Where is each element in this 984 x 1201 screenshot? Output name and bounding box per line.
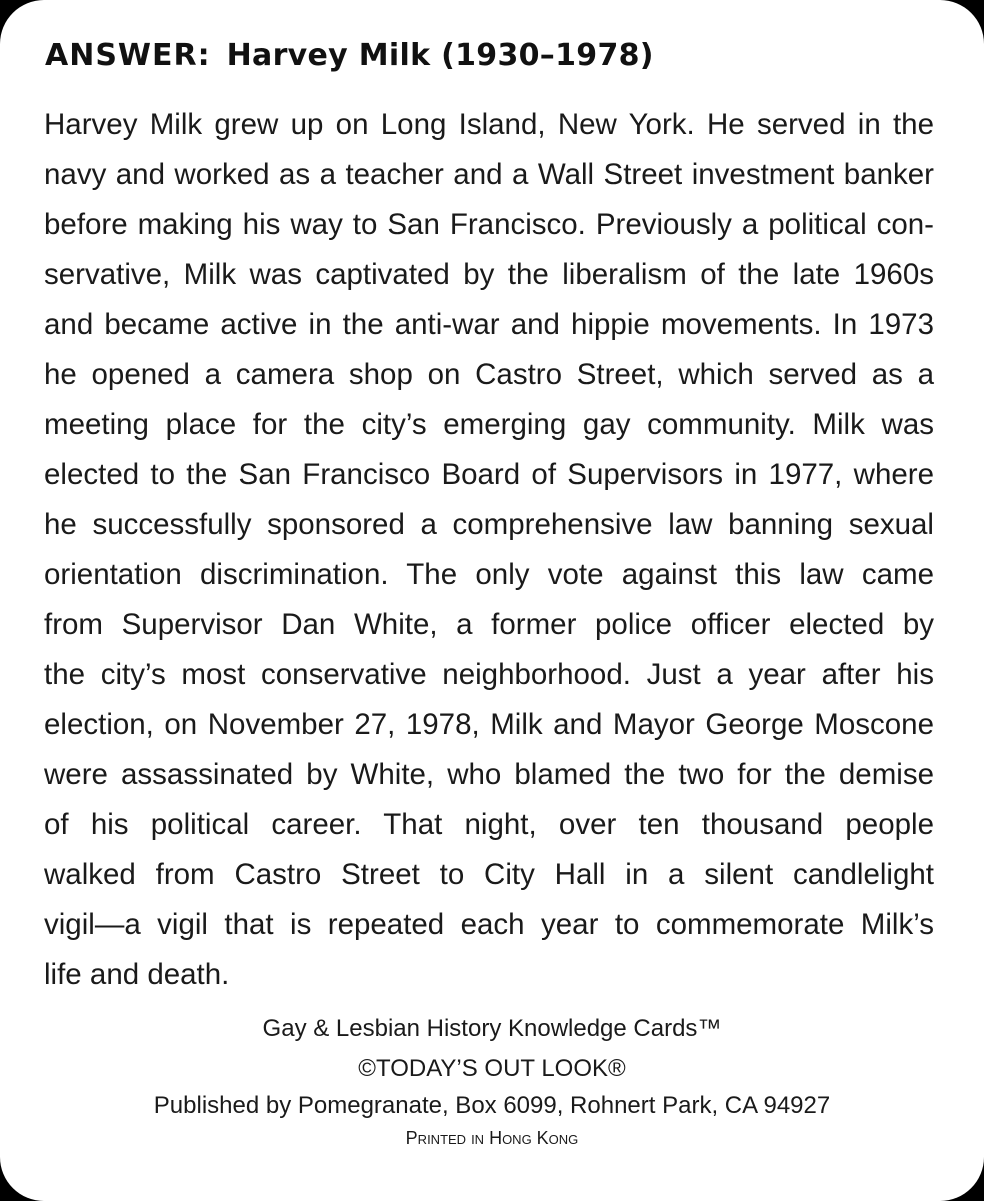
body-line: navy and worked as a teacher and a Wall Street investment banker — [44, 158, 934, 191]
body-line: servative, Milk was captivated by the liberalism of the late 1960s — [44, 258, 934, 291]
card-title — [45, 38, 654, 73]
card-body — [44, 100, 934, 1000]
body-line: Harvey Milk grew up on Long Island, New York. He served in the — [44, 108, 934, 141]
answer-label: ANSWER: — [45, 38, 211, 73]
body-line: of his political career. That night, over ten thousand people — [44, 808, 934, 841]
body-line: the city’s most conservative neighborhood. Just a year after his — [44, 658, 934, 691]
body-line: election, on November 27, 1978, Milk and Mayor George Moscone — [44, 708, 934, 741]
body-line: before making his way to San Francisco. Previously a political con- — [44, 208, 934, 241]
body-line: and became active in the anti-war and hippie movements. In 1973 — [44, 308, 934, 341]
answer-name: Harvey Milk (1930–1978) — [226, 38, 654, 73]
body-line: orientation discrimination. The only vote against this law came — [44, 558, 934, 591]
body-line: he successfully sponsored a comprehensive law banning sexual — [44, 508, 934, 541]
body-line: life and death. — [44, 958, 230, 991]
copyright: ©TODAY’S OUT LOOK® — [358, 1055, 626, 1082]
body-line: elected to the San Francisco Board of Supervisors in 1977, where — [44, 458, 934, 491]
body-line: from Supervisor Dan White, a former police officer elected by — [44, 608, 934, 641]
printed-in: Printed in Hong Kong — [405, 1128, 579, 1148]
body-line: were assassinated by White, who blamed the two for the demise — [44, 758, 934, 791]
body-line: he opened a camera shop on Castro Street, which served as a — [44, 358, 934, 391]
body-line: vigil—a vigil that is repeated each year to commemorate Milk’s — [44, 908, 934, 941]
series-name: Gay & Lesbian History Knowledge Cards™ — [262, 1015, 722, 1042]
body-line: meeting place for the city’s emerging gay community. Milk was — [44, 408, 934, 441]
body-line: walked from Castro Street to City Hall in a silent candlelight — [44, 858, 934, 891]
publisher: Published by Pomegranate, Box 6099, Rohnert Park, CA 94927 — [153, 1092, 831, 1119]
